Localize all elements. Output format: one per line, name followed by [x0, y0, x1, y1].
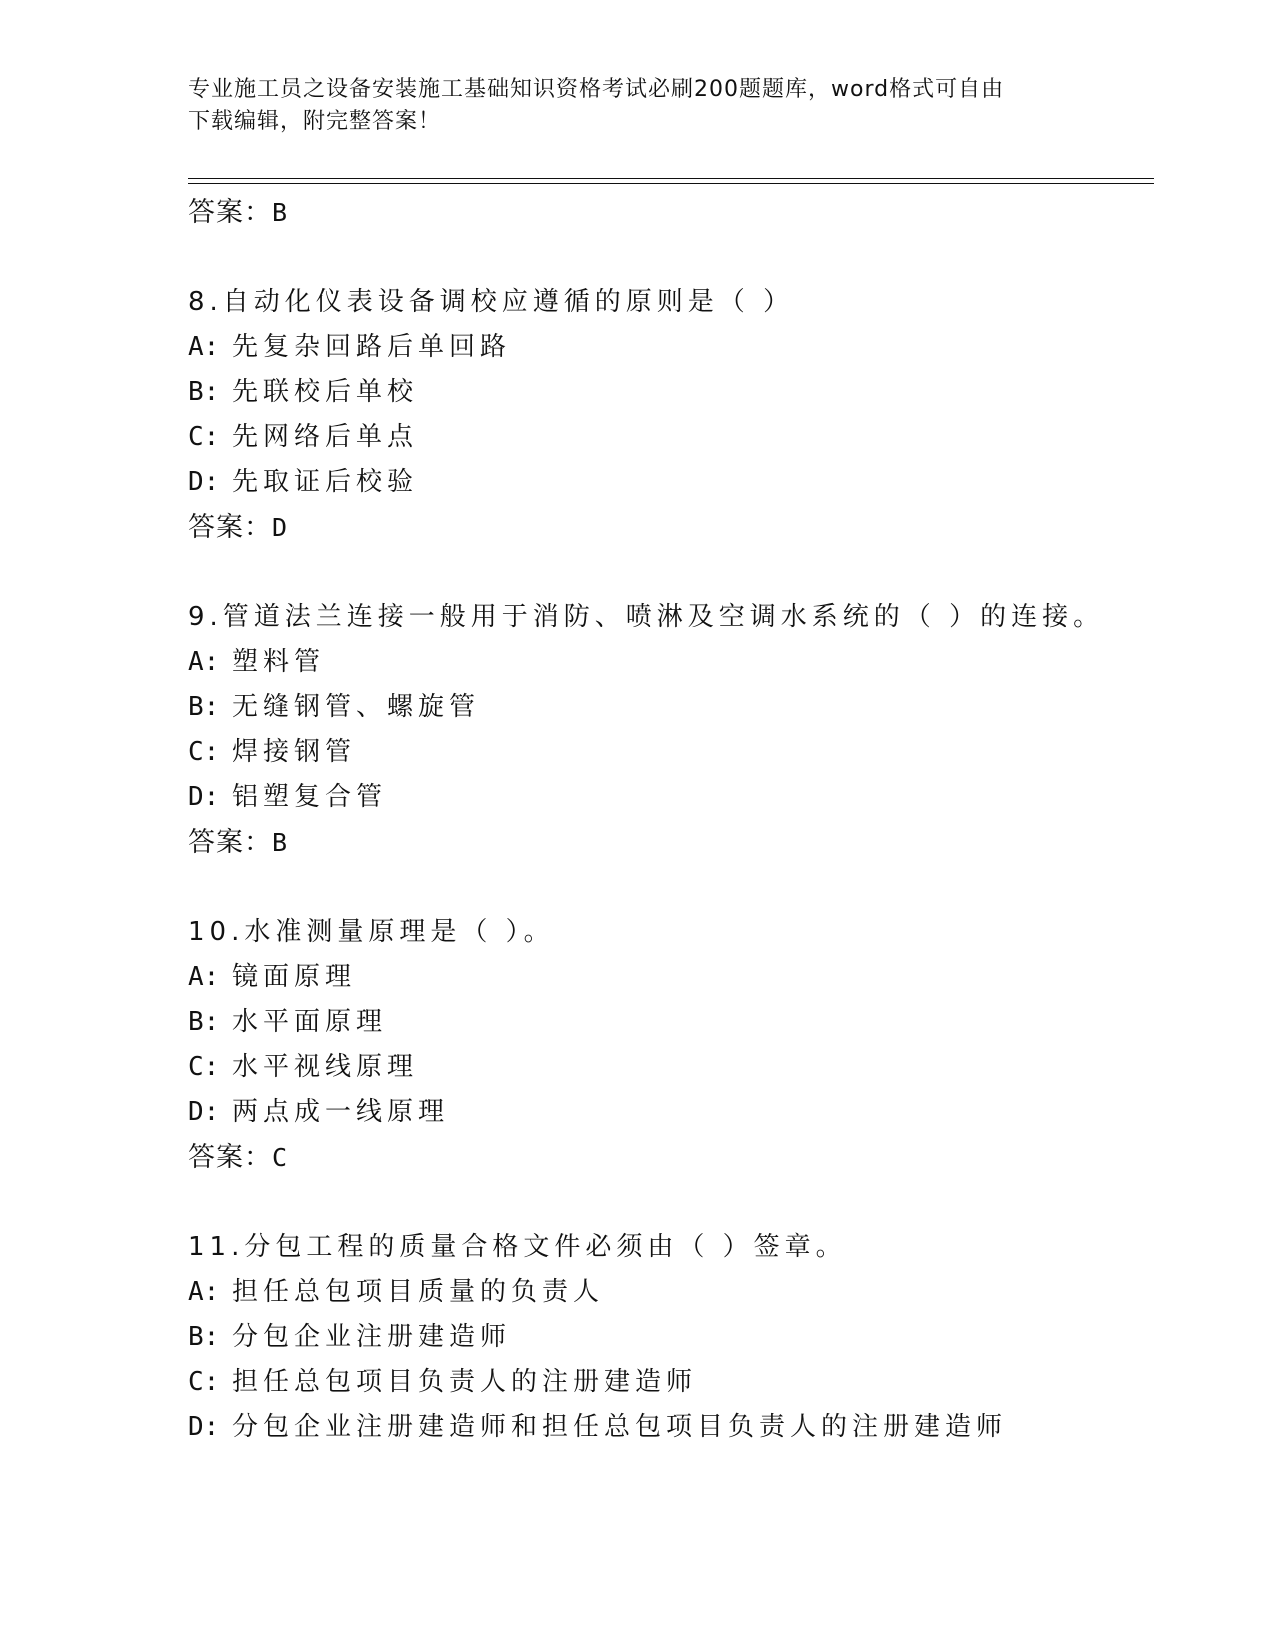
- option-text: 无缝钢管、螺旋管: [232, 692, 481, 722]
- option-text: 担任总包项目质量的负责人: [232, 1277, 605, 1307]
- question-block: [188, 1225, 1148, 1450]
- question-block: [188, 280, 1148, 551]
- option-text: 分包企业注册建造师: [232, 1322, 512, 1352]
- option-a: [188, 1270, 1148, 1315]
- option-text: 先网络后单点: [232, 422, 419, 452]
- option-b: [188, 1315, 1148, 1360]
- option-a: [188, 955, 1148, 1000]
- document-header: [188, 74, 1088, 138]
- option-key: C:: [188, 737, 220, 767]
- answer-line: [188, 1135, 1148, 1181]
- answer-label: 答案：: [188, 827, 272, 858]
- option-a: [188, 640, 1148, 685]
- option-d: [188, 460, 1148, 505]
- answer-label: 答案：: [188, 1142, 272, 1173]
- option-key: C:: [188, 1052, 220, 1082]
- question-text: 9.管道法兰连接一般用于消防、喷淋及空调水系统的（ ）的连接。: [188, 602, 1105, 632]
- question-text: 11.分包工程的质量合格文件必须由（ ）签章。: [188, 1232, 847, 1262]
- answer-value: B: [272, 828, 289, 857]
- option-text: 水平视线原理: [232, 1052, 419, 1082]
- option-b: [188, 1000, 1148, 1045]
- option-key: B:: [188, 377, 220, 407]
- header-divider-top: [188, 178, 1154, 179]
- option-key: D:: [188, 1097, 220, 1127]
- option-key: D:: [188, 1412, 220, 1442]
- option-d: [188, 1090, 1148, 1135]
- header-line-1: 专业施工员之设备安装施工基础知识资格考试必刷200题题库，word格式可自由: [188, 77, 1005, 102]
- option-c: [188, 1360, 1148, 1405]
- option-c: [188, 730, 1148, 775]
- option-key: A:: [188, 647, 220, 677]
- option-key: A:: [188, 1277, 220, 1307]
- answer-value: C: [272, 1143, 289, 1172]
- option-text: 先取证后校验: [232, 467, 419, 497]
- option-text: 先复杂回路后单回路: [232, 332, 512, 362]
- option-key: B:: [188, 1007, 220, 1037]
- option-key: D:: [188, 782, 220, 812]
- option-d: [188, 775, 1148, 820]
- header-divider-bottom: [188, 183, 1154, 184]
- option-c: [188, 415, 1148, 460]
- answer-line: [188, 820, 1148, 866]
- header-line-2: 下载编辑，附完整答案！: [188, 109, 442, 134]
- answer-label: 答案：: [188, 512, 272, 543]
- option-a: [188, 325, 1148, 370]
- option-b: [188, 370, 1148, 415]
- answer-line: [188, 190, 1148, 236]
- option-text: 两点成一线原理: [232, 1097, 450, 1127]
- option-text: 铝塑复合管: [232, 782, 388, 812]
- option-key: D:: [188, 467, 220, 497]
- option-b: [188, 685, 1148, 730]
- option-text: 镜面原理: [232, 962, 357, 992]
- option-key: A:: [188, 962, 220, 992]
- question-list: [188, 190, 1148, 1450]
- answer-label: 答案：: [188, 197, 272, 228]
- option-key: C:: [188, 1367, 220, 1397]
- question-text: 10.水准测量原理是（ ）。: [188, 917, 555, 947]
- option-key: B:: [188, 1322, 220, 1352]
- option-key: C:: [188, 422, 220, 452]
- answer-value: D: [272, 513, 289, 542]
- option-d: [188, 1405, 1148, 1450]
- answer-line: [188, 505, 1148, 551]
- option-key: B:: [188, 692, 220, 722]
- option-text: 焊接钢管: [232, 737, 357, 767]
- answer-value: B: [272, 198, 289, 227]
- option-text: 分包企业注册建造师和担任总包项目负责人的注册建造师: [232, 1412, 1008, 1442]
- question-text: 8.自动化仪表设备调校应遵循的原则是（ ）: [188, 287, 795, 317]
- option-text: 先联校后单校: [232, 377, 419, 407]
- question-block: [188, 910, 1148, 1181]
- option-c: [188, 1045, 1148, 1090]
- option-text: 水平面原理: [232, 1007, 388, 1037]
- option-text: 担任总包项目负责人的注册建造师: [232, 1367, 698, 1397]
- option-text: 塑料管: [232, 647, 326, 677]
- option-key: A:: [188, 332, 220, 362]
- question-block: [188, 595, 1148, 866]
